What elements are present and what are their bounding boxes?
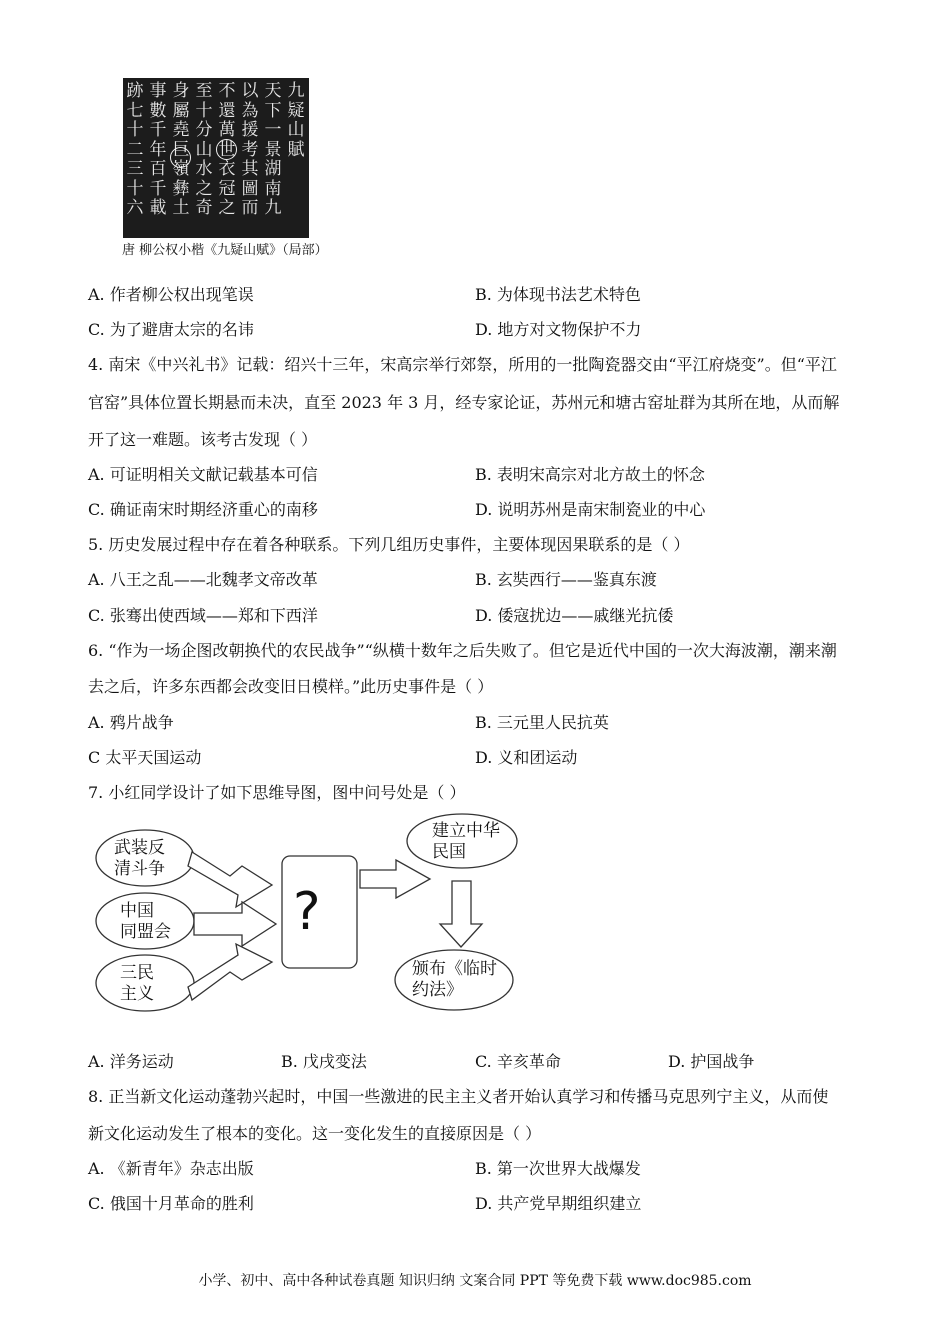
q5-option-b: B. 玄奘西行——鉴真东渡 bbox=[475, 570, 657, 589]
q4-stem-line-3: 开了这一难题。该考古发现（ ） bbox=[88, 430, 318, 449]
q7-stem: 7. 小红同学设计了如下思维导图，图中问号处是（ ） bbox=[88, 783, 466, 802]
page-footer: 小学、初中、高中各种试卷真题 知识归纳 文案合同 PPT 等免费下载 www.doc985.com bbox=[198, 1273, 752, 1289]
q8-stem-line-2: 新文化运动发生了根本的变化。这一变化发生的直接原因是（ ） bbox=[88, 1124, 542, 1143]
arrow-left-2 bbox=[194, 902, 276, 946]
arrow-down bbox=[440, 881, 482, 947]
question-mark-label: ? bbox=[293, 882, 321, 942]
q3-option-c: C. 为了避唐太宗的名讳 bbox=[88, 320, 254, 339]
rubbing-column: 以 為 援 考 其 圖 而 bbox=[241, 81, 259, 218]
q7-option-d: D. 护国战争 bbox=[668, 1052, 755, 1071]
node-left-1-label: 武装反 清斗争 bbox=[114, 838, 165, 879]
q7-option-a: A. 洋务运动 bbox=[88, 1052, 174, 1071]
arrow-right bbox=[360, 860, 430, 898]
q4-stem-line-1: 4. 南宋《中兴礼书》记载：绍兴十三年，宋高宗举行郊祭，所用的一批陶瓷器交由“平江府烧变”。但“平江 bbox=[88, 355, 837, 374]
q8-option-c: C. 俄国十月革命的胜利 bbox=[88, 1194, 254, 1213]
node-right-bottom-label: 颁布《临时 约法》 bbox=[412, 959, 497, 1000]
rubbing-column: 身 屬 堯 巨 嶺 彝 土 bbox=[172, 81, 190, 218]
q6-option-a: A. 鸦片战争 bbox=[88, 713, 174, 732]
image-caption: 唐 柳公权小楷《九疑山赋》（局部） bbox=[122, 243, 328, 258]
q4-option-d: D. 说明苏州是南宋制瓷业的中心 bbox=[475, 500, 706, 519]
rubbing-column: 九 疑 山 賦 bbox=[287, 81, 305, 160]
q7-option-c: C. 辛亥革命 bbox=[475, 1052, 561, 1071]
q7-option-b: B. 戊戌变法 bbox=[281, 1052, 367, 1071]
rubbing-column: 天 下 一 景 湖 南 九 bbox=[264, 81, 282, 218]
q5-option-a: A. 八王之乱——北魏孝文帝改革 bbox=[88, 570, 318, 589]
q3-option-d: D. 地方对文物保护不力 bbox=[475, 320, 642, 339]
q6-option-b: B. 三元里人民抗英 bbox=[475, 713, 609, 732]
node-left-2-label: 中国 同盟会 bbox=[120, 901, 171, 942]
q6-option-c: C 太平天国运动 bbox=[88, 748, 202, 767]
rubbing-column: 不 還 萬 世 衣 冠 之 bbox=[218, 81, 236, 218]
q8-option-b: B. 第一次世界大战爆发 bbox=[475, 1159, 641, 1178]
q6-stem-line-1: 6. “作为一场企图改朝换代的农民战争”“纵横十数年之后失败了。但它是近代中国的一次大海波潮，潮来潮 bbox=[88, 641, 837, 660]
q4-option-c: C. 确证南宋时期经济重心的南移 bbox=[88, 500, 318, 519]
q4-option-b: B. 表明宋高宗对北方故土的怀念 bbox=[475, 465, 705, 484]
q5-option-d: D. 倭寇扰边——戚继光抗倭 bbox=[475, 606, 674, 625]
node-right-top-label: 建立中华 民国 bbox=[432, 821, 500, 862]
q8-option-d: D. 共产党早期组织建立 bbox=[475, 1194, 642, 1213]
rubbing-column: 至 十 分 山 水 之 奇 bbox=[195, 81, 213, 218]
arrow-left-1 bbox=[188, 852, 272, 907]
q5-option-c: C. 张骞出使西域——郑和下西洋 bbox=[88, 606, 318, 625]
arrow-left-3 bbox=[188, 944, 272, 1000]
q4-option-a: A. 可证明相关文献记载基本可信 bbox=[88, 465, 318, 484]
q8-option-a: A. 《新青年》杂志出版 bbox=[88, 1159, 254, 1178]
q6-option-d: D. 义和团运动 bbox=[475, 748, 578, 767]
q6-stem-line-2: 去之后，许多东西都会改变旧日模样。”此历史事件是（ ） bbox=[88, 677, 494, 696]
q5-stem: 5. 历史发展过程中存在着各种联系。下列几组历史事件，主要体现因果联系的是（ ） bbox=[88, 535, 690, 554]
rubbing-column: 跡 七 十 二 三 十 六 bbox=[126, 81, 144, 218]
q4-stem-line-2: 官窑”具体位置长期悬而未决，直至 2023 年 3 月，经专家论证，苏州元和塘古窑址群为其所在地，从而解 bbox=[88, 393, 840, 412]
q8-stem-line-1: 8. 正当新文化运动蓬勃兴起时，中国一些激进的民主主义者开始认真学习和传播马克思列宁主义，从而使 bbox=[88, 1087, 829, 1106]
q3-option-a: A. 作者柳公权出现笔误 bbox=[88, 285, 254, 304]
q3-option-b: B. 为体现书法艺术特色 bbox=[475, 285, 641, 304]
node-left-3-label: 三民 主义 bbox=[120, 963, 154, 1004]
rubbing-column: 事 數 千 年 百 千 載 bbox=[149, 81, 167, 218]
